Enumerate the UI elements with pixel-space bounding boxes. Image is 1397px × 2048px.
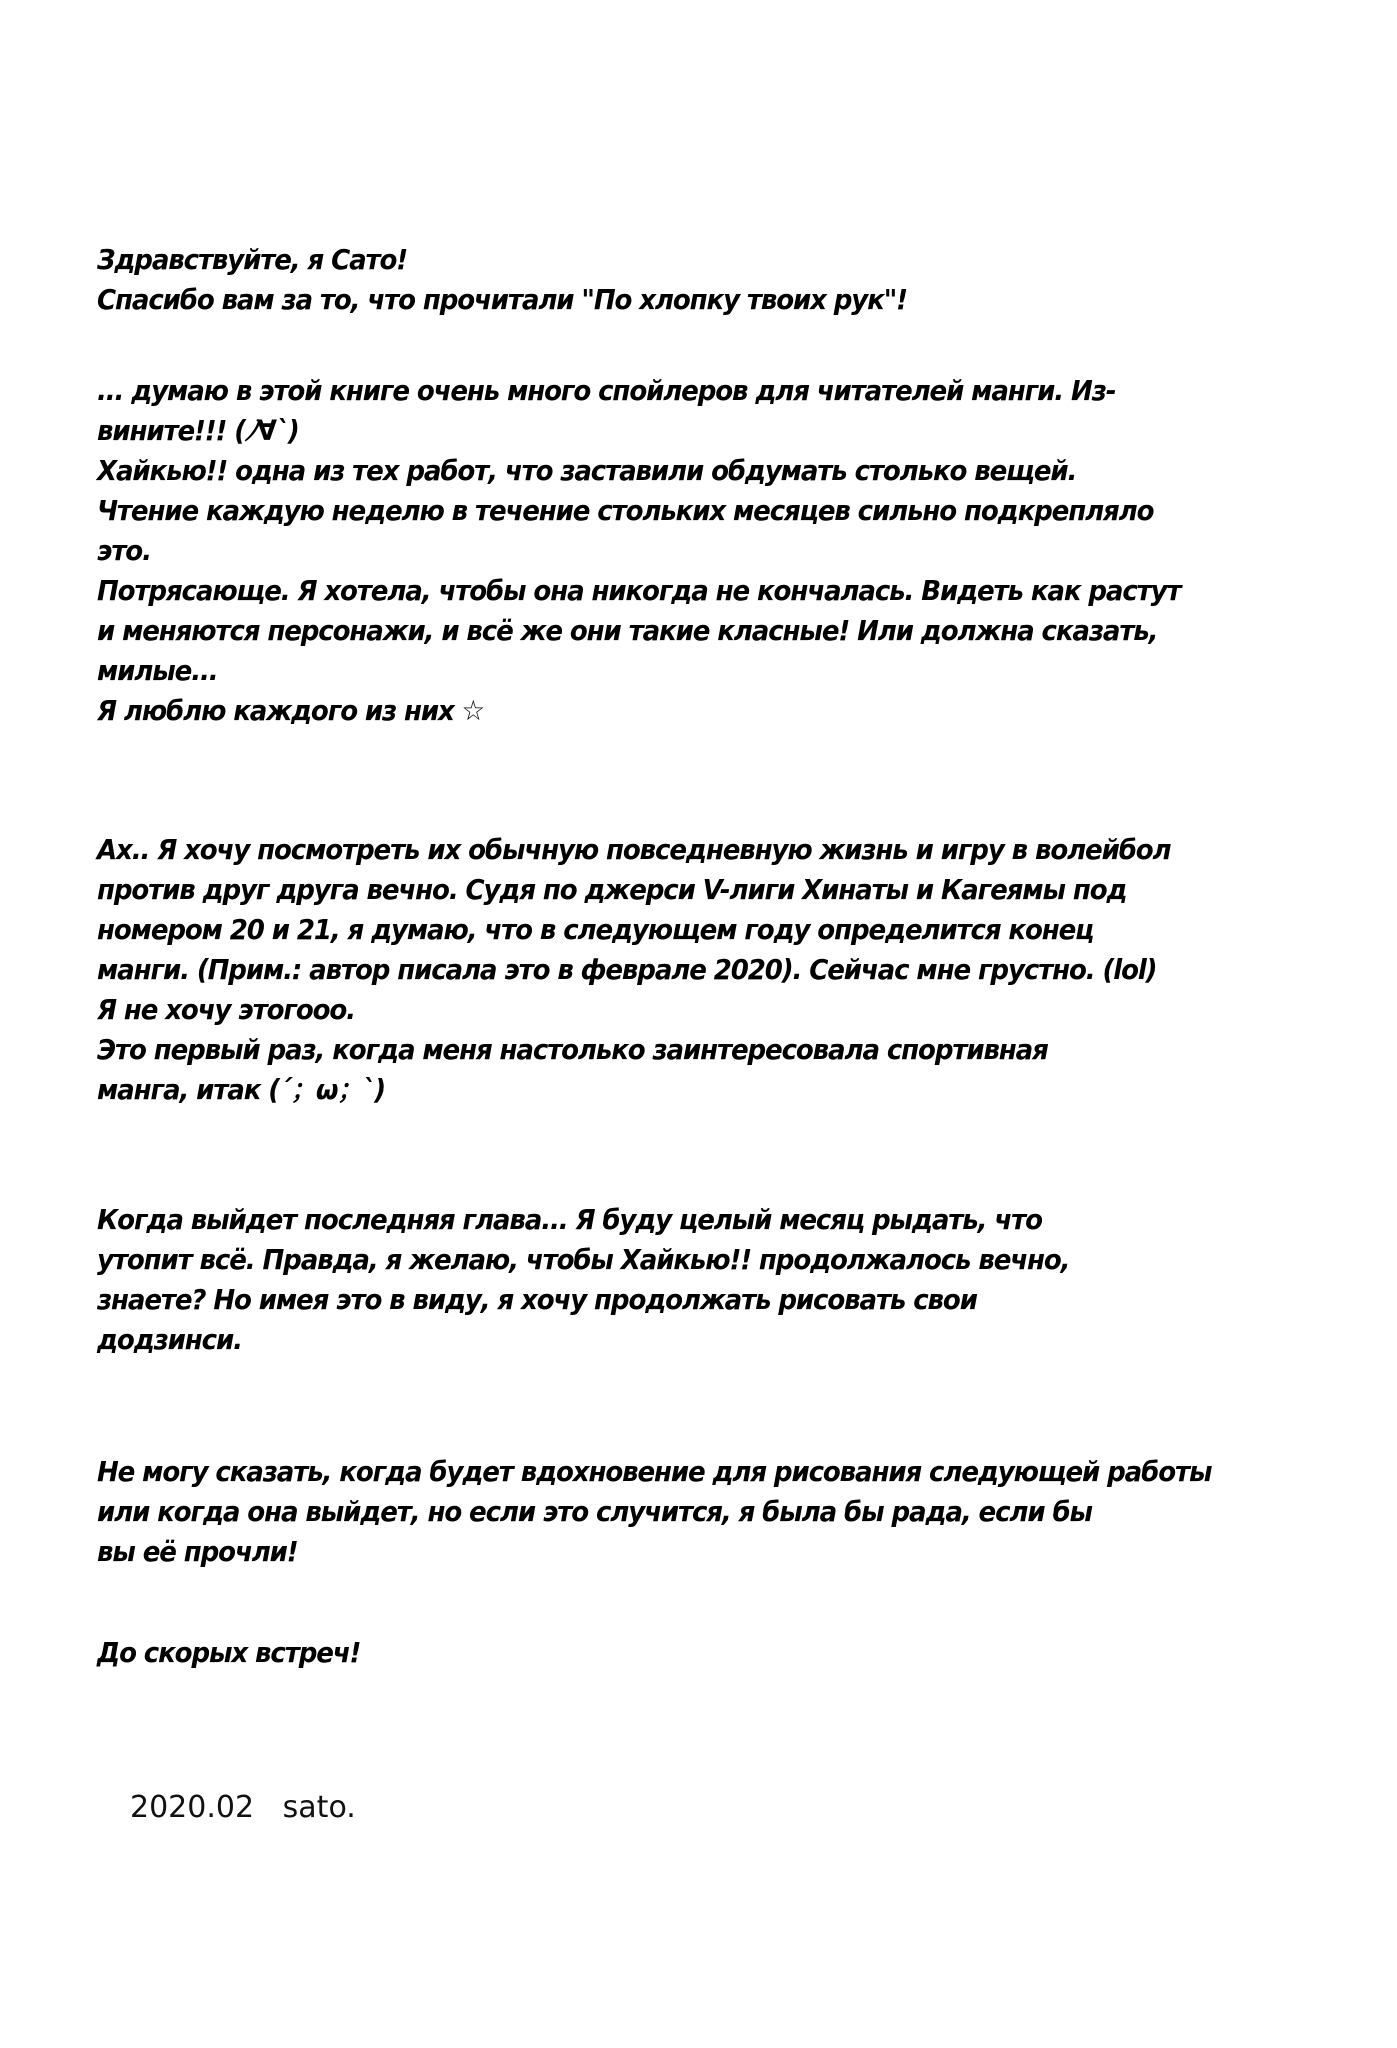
text-line: додзинси. bbox=[97, 1323, 242, 1356]
signature-name: sato. bbox=[282, 1790, 356, 1825]
text-line: Я не хочу этогооо. bbox=[97, 993, 355, 1026]
text-line: или когда она выйдет, но если это случится, я была бы рада, если бы bbox=[97, 1495, 1092, 1528]
text-line: Ах.. Я хочу посмотреть их обычную повседневную жизнь и игру в волейбол bbox=[97, 833, 1171, 866]
manga-thoughts-paragraph bbox=[97, 371, 1337, 731]
text-line: вините!!! (ﾉ∀`) bbox=[97, 414, 299, 447]
text-line: Я люблю каждого из них ☆ bbox=[97, 694, 484, 727]
farewell-paragraph bbox=[97, 1633, 1337, 1673]
text-line: Это первый раз, когда меня настолько заинтересовала спортивная bbox=[97, 1033, 1048, 1066]
text-line: Спасибо вам за то, что прочитали "По хлопку твоих рук"! bbox=[97, 283, 907, 316]
text-line: это. bbox=[97, 534, 151, 567]
text-line: номером 20 и 21, я думаю, что в следующем году определится конец bbox=[97, 913, 1094, 946]
signature-date: 2020.02 bbox=[130, 1790, 255, 1825]
text-line: Хайкью!! одна из тех работ, что заставили обдумать столько вещей. bbox=[97, 454, 1077, 487]
signature bbox=[130, 1790, 356, 1825]
text-line: Когда выйдет последняя глава... Я буду целый месяц рыдать, что bbox=[97, 1203, 1042, 1236]
text-line: Чтение каждую неделю в течение стольких месяцев сильно подкрепляло bbox=[97, 494, 1154, 527]
last-chapter-paragraph bbox=[97, 1200, 1337, 1360]
text-line: ... думаю в этой книге очень много спойлеров для читателей манги. Из- bbox=[97, 374, 1116, 407]
text-line: знаете? Но имея это в виду, я хочу продолжать рисовать свои bbox=[97, 1283, 977, 1316]
text-line: До скорых встреч! bbox=[97, 1636, 361, 1669]
text-line: манги. (Прим.: автор писала это в феврале 2020). Сейчас мне грустно. (lol) bbox=[97, 953, 1157, 986]
text-line: против друг друга вечно. Судя по джерси V-лиги Хинаты и Кагеямы под bbox=[97, 873, 1127, 906]
text-line: вы её прочли! bbox=[97, 1535, 298, 1568]
next-work-paragraph bbox=[97, 1452, 1337, 1572]
greeting-paragraph bbox=[97, 240, 1337, 320]
text-line: утопит всё. Правда, я желаю, чтобы Хайкью!! продолжалось вечно, bbox=[97, 1243, 1070, 1276]
text-line: Не могу сказать, когда будет вдохновение для рисования следующей работы bbox=[97, 1455, 1212, 1488]
text-line: Здравствуйте, я Сато! bbox=[97, 243, 408, 276]
text-line: Потрясающе. Я хотела, чтобы она никогда не кончалась. Видеть как растут bbox=[97, 574, 1181, 607]
volleyball-paragraph bbox=[97, 830, 1337, 1110]
text-line: милые... bbox=[97, 654, 218, 687]
text-line: манга, итак (´；ω；`) bbox=[97, 1073, 385, 1106]
text-line: и меняются персонажи, и всё же они такие класные! Или должна сказать, bbox=[97, 614, 1158, 647]
